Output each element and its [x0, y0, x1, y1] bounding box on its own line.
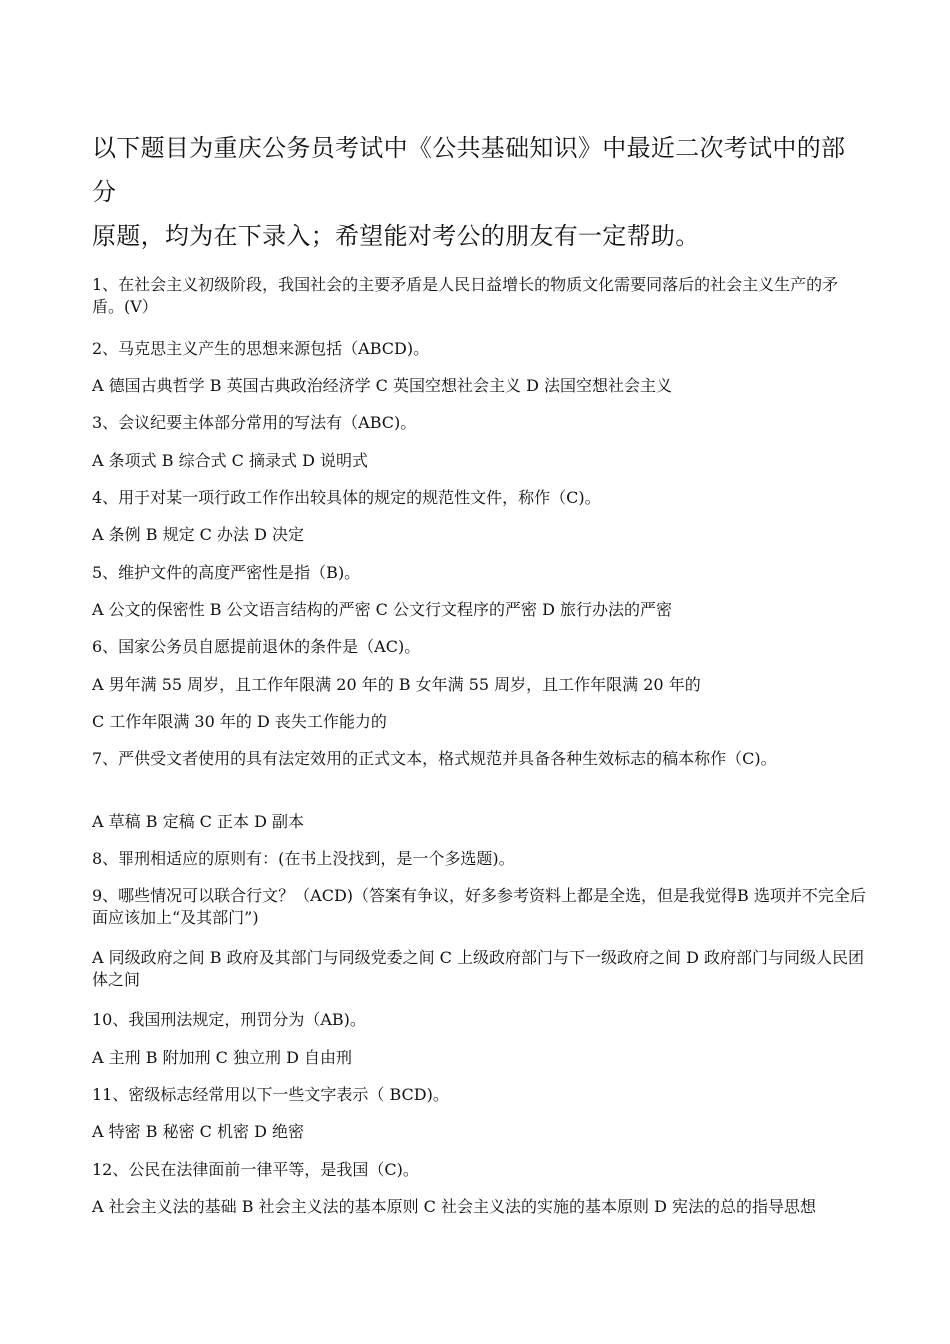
question-2: 2、马克思主义产生的思想来源包括（ABCD)。: [92, 339, 430, 358]
options-5: A 公文的保密性 B 公文语言结构的严密 C 公文行文程序的严密 D 旅行办法的严密: [92, 600, 672, 619]
options-6a: A 男年满 55 周岁，且工作年限满 20 年的 B 女年满 55 周岁，且工作年限满 20 年的: [92, 675, 701, 694]
question-9: 9、哪些情况可以联合行文？（ACD)（答案有争议，好多参考资料上都是全选，但是我觉得B 选项并不完全后面应该加上“及其部门”): [92, 886, 866, 927]
options-6b: C 工作年限满 30 年的 D 丧失工作能力的: [92, 712, 387, 731]
options-4: A 条例 B 规定 C 办法 D 决定: [92, 525, 304, 544]
intro-line-1: 以下题目为重庆公务员考试中《公共基础知识》中最近二次考试中的部分: [92, 134, 846, 206]
question-11: 11、密级标志经常用以下一些文字表示（ BCD)。: [92, 1085, 449, 1104]
question-12: 12、公民在法律面前一律平等，是我国（C)。: [92, 1160, 419, 1179]
intro-line-2: 原题，均为在下录入；希望能对考公的朋友有一定帮助。: [92, 222, 700, 250]
options-2: A 德国古典哲学 B 英国古典政治经济学 C 英国空想社会主义 D 法国空想社会主义: [92, 376, 672, 395]
options-7: A 草稿 B 定稿 C 正本 D 副本: [92, 812, 304, 831]
options-3: A 条项式 B 综合式 C 摘录式 D 说明式: [92, 451, 368, 470]
options-9: A 同级政府之间 B 政府及其部门与同级党委之间 C 上级政府部门与下一级政府之间 D 政府部门与同级人民团体之间: [92, 948, 864, 989]
options-12: A 社会主义法的基础 B 社会主义法的基本原则 C 社会主义法的实施的基本原则 D 宪法的总的指导思想: [92, 1197, 816, 1216]
question-10: 10、我国刑法规定，刑罚分为（AB)。: [92, 1010, 366, 1029]
question-3: 3、会议纪要主体部分常用的写法有（ABC)。: [92, 413, 417, 432]
question-5: 5、维护文件的高度严密性是指（B)。: [92, 563, 361, 582]
options-10: A 主刑 B 附加刑 C 独立刑 D 自由刑: [92, 1048, 352, 1067]
question-7: 7、严供受文者使用的具有法定效用的正式文本，格式规范并具备各种生效标志的稿本称作（C)。: [92, 749, 777, 768]
question-4: 4、用于对某一项行政工作作出较具体的规定的规范性文件，称作（C)。: [92, 488, 601, 507]
options-11: A 特密 B 秘密 C 机密 D 绝密: [92, 1122, 304, 1141]
intro-paragraph: [92, 126, 867, 258]
question-8: 8、罪刑相适应的原则有：(在书上没找到，是一个多选题)。: [92, 849, 515, 868]
question-1: 1、在社会主义初级阶段，我国社会的主要矛盾是人民日益增长的物质文化需要同落后的社会主义生产的矛盾。(V）: [92, 275, 839, 316]
question-6: 6、国家公务员自愿提前退休的条件是（AC)。: [92, 637, 421, 656]
